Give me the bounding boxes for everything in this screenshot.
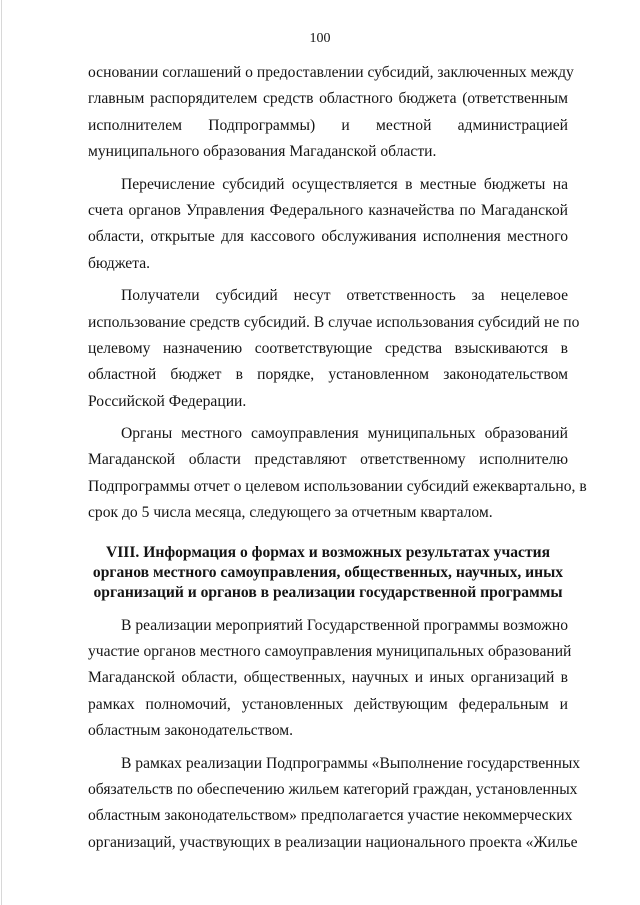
text-line: Магаданской области представляют ответственному исполнителю bbox=[88, 451, 568, 469]
text-line: бюджета. bbox=[88, 254, 151, 272]
text-line: областным законодательством. bbox=[88, 722, 294, 740]
text-line: Перечисление субсидий осуществляется в местные бюджеты на bbox=[121, 175, 568, 193]
heading-line: органов местного самоуправления, общественных, научных, иных bbox=[92, 563, 564, 581]
paragraph-1 bbox=[88, 60, 574, 166]
heading-line: VIII. Информация о формах и возможных результатах участия bbox=[105, 543, 551, 561]
text-line: участие органов местного самоуправления муниципальных образований bbox=[88, 643, 572, 661]
page-number: 100 bbox=[309, 31, 331, 46]
text-line: муниципального образования Магаданской области. bbox=[88, 143, 437, 161]
text-line: организаций, участвующих в реализации национального проекта «Жилье bbox=[88, 833, 578, 851]
text-line: области, открытые для кассового обслуживания исполнения местного bbox=[88, 228, 568, 246]
document-body bbox=[88, 60, 587, 856]
text-line: исполнителем Подпрограммы) и местной администрацией bbox=[88, 116, 568, 134]
scan-edge bbox=[1, 0, 2, 905]
paragraph-6 bbox=[88, 751, 581, 857]
text-line: Подпрограммы отчет о целевом использовании субсидий ежеквартально, в bbox=[88, 477, 587, 495]
text-line: основании соглашений о предоставлении субсидий, заключенных между bbox=[88, 64, 574, 81]
text-line: областным законодательством» предполагается участие некоммерческих bbox=[88, 807, 573, 825]
text-line: рамках полномочий, установленных действующим федеральным и bbox=[88, 695, 568, 713]
text-line: срок до 5 числа месяца, следующего за отчетным кварталом. bbox=[88, 504, 493, 522]
text-line: использование средств субсидий. В случае использования субсидий не по bbox=[88, 313, 580, 331]
text-line: областной бюджет в порядке, установленном законодательством bbox=[88, 366, 568, 384]
text-line: Российской Федерации. bbox=[88, 392, 247, 410]
text-line: В реализации мероприятий Государственной программы возможно bbox=[121, 616, 568, 634]
text-line: обязательств по обеспечению жильем категорий граждан, установленных bbox=[88, 780, 578, 798]
text-line: счета органов Управления Федерального казначейства по Магаданской bbox=[88, 201, 568, 219]
paragraph-3 bbox=[88, 283, 580, 415]
paragraph-2 bbox=[88, 172, 568, 278]
text-line: главным распорядителем средств областного бюджета (ответственным bbox=[88, 90, 568, 108]
text-line: В рамках реализации Подпрограммы «Выполнение государственных bbox=[121, 754, 581, 772]
text-line: Органы местного самоуправления муниципальных образований bbox=[121, 425, 568, 443]
paragraph-5 bbox=[88, 613, 572, 745]
section-heading bbox=[88, 543, 568, 603]
text-line: Получатели субсидий несут ответственность за нецелевое bbox=[121, 287, 568, 305]
heading-line: организаций и органов в реализации государственной программы bbox=[93, 583, 563, 601]
text-line: Магаданской области, общественных, научных и иных организаций в bbox=[88, 669, 568, 687]
text-line: целевому назначению соответствующие средства взыскиваются в bbox=[88, 339, 568, 357]
paragraph-4 bbox=[88, 421, 587, 527]
